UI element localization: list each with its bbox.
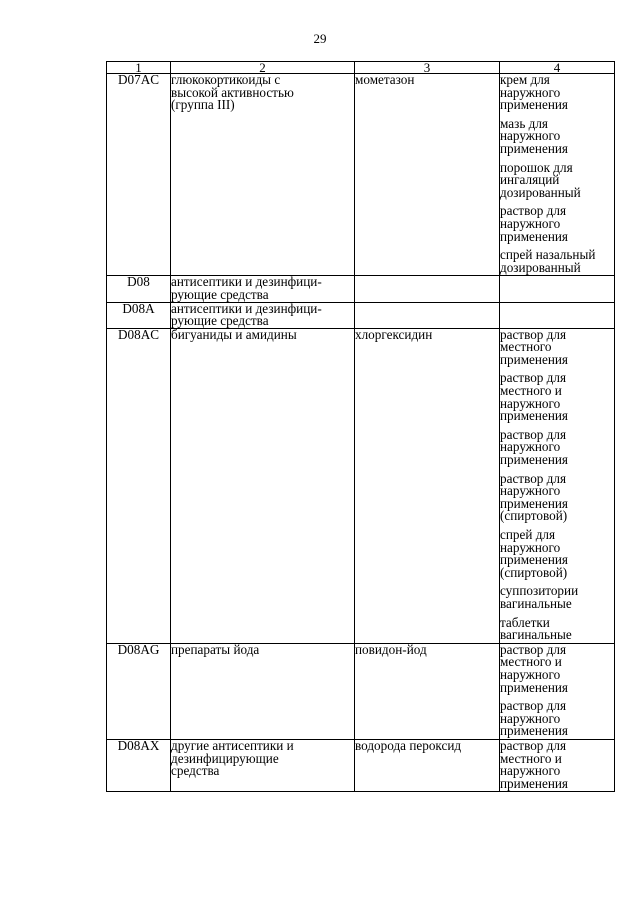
dosage-form-line: наружного (500, 539, 561, 555)
dosage-forms-cell (500, 276, 615, 302)
dosage-form (500, 529, 614, 585)
dosage-form-line: (спиртовой) (500, 508, 568, 524)
dosage-form-line: местного и (500, 654, 562, 670)
dosage-form-line: местного и (500, 750, 562, 766)
atc-code-cell: D07AC (107, 74, 171, 276)
dosage-form-line: суппозитории (500, 583, 579, 599)
drug-name-cell (355, 276, 500, 302)
drug-table (106, 61, 615, 792)
dosage-form (500, 641, 614, 700)
dosage-forms-cell (500, 328, 615, 643)
dosage-form-line: дозированный (500, 259, 581, 275)
group-name-cell (171, 328, 355, 643)
dosage-form-line: наружного (500, 215, 561, 231)
table-row (107, 328, 615, 643)
dosage-form-line: применения (500, 140, 568, 156)
group-name-line: средства (171, 763, 220, 779)
dosage-forms-cell (500, 643, 615, 739)
dosage-form-line: применения (500, 97, 568, 113)
table-body (107, 74, 615, 792)
dosage-form-line: применения (500, 552, 568, 568)
dosage-form (500, 159, 614, 206)
dosage-form-line: наружного (500, 710, 561, 726)
drug-name-cell: мометазон (355, 74, 500, 276)
group-name-line: (группа III) (171, 97, 235, 113)
table-row (107, 302, 615, 328)
group-name-line: другие антисептики и (171, 737, 294, 753)
group-name-cell (171, 739, 355, 791)
dosage-form-line: наружного (500, 439, 561, 455)
table-row (107, 643, 615, 739)
atc-code-cell: D08A (107, 302, 171, 328)
dosage-form-line: раствор для (500, 641, 567, 657)
dosage-form-line: спрей для (500, 527, 556, 542)
dosage-forms-cell (500, 302, 615, 328)
dosage-form (500, 249, 614, 275)
dosage-form-line: наружного (500, 395, 561, 411)
dosage-form (500, 614, 614, 643)
dosage-forms-cell (500, 74, 615, 276)
dosage-form-line: применения (500, 495, 568, 511)
dosage-form-line: крем для (500, 72, 550, 87)
dosage-form (500, 470, 614, 529)
dosage-form-line: применения (500, 723, 568, 739)
atc-code-cell: D08AX (107, 739, 171, 791)
column-header-2: 2 (171, 62, 355, 74)
group-name-line: высокой активностью (171, 84, 294, 100)
dosage-form-line: применения (500, 351, 568, 367)
group-name-line: дезинфицирующие (171, 750, 279, 766)
drug-name-cell: водорода пероксид (355, 739, 500, 791)
atc-code-cell: D08AG (107, 643, 171, 739)
dosage-form (500, 700, 614, 739)
atc-code-cell: D08 (107, 276, 171, 302)
column-header-4: 4 (500, 62, 615, 74)
group-name-line: глюкокортикоиды с (171, 72, 281, 87)
dosage-form-line: наружного (500, 483, 561, 499)
dosage-form-line: местного и (500, 383, 562, 399)
dosage-form-line: местного (500, 339, 552, 355)
dosage-form-line: дозированный (500, 184, 581, 200)
dosage-form-line: раствор для (500, 698, 567, 714)
group-name-line: препараты йода (171, 641, 260, 657)
dosage-form (500, 115, 614, 162)
dosage-form-line: применения (500, 452, 568, 468)
dosage-form-line: вагинальные (500, 627, 572, 643)
group-name-cell (171, 74, 355, 276)
dosage-form (500, 372, 614, 428)
table-row (107, 276, 615, 302)
dosage-form-line: наружного (500, 128, 561, 144)
dosage-form-line: наружного (500, 666, 561, 682)
dosage-form-line: порошок для (500, 159, 573, 175)
dosage-form-line: наружного (500, 763, 561, 779)
dosage-form (500, 737, 614, 791)
group-name-line: бигуаниды и амидины (171, 326, 297, 342)
group-name-line: антисептики и дезинфици- (171, 300, 322, 316)
dosage-form-line: раствор для (500, 426, 567, 442)
dosage-form-line: вагинальные (500, 595, 572, 611)
group-name-cell (171, 302, 355, 328)
drug-name-cell (355, 302, 500, 328)
group-name-cell (171, 276, 355, 302)
dosage-form-line: применения (500, 679, 568, 695)
table-row (107, 74, 615, 276)
dosage-forms-cell (500, 739, 615, 791)
dosage-form (500, 74, 614, 118)
group-name-line: рующие средства (171, 313, 269, 329)
group-name-line: рующие средства (171, 286, 269, 302)
group-name-line: антисептики и дезинфици- (171, 274, 322, 290)
dosage-form-line: таблетки (500, 614, 550, 630)
dosage-form (500, 205, 614, 249)
dosage-form (500, 326, 614, 373)
column-header-3: 3 (355, 62, 500, 74)
dosage-form-line: применения (500, 408, 568, 424)
dosage-form-line: раствор для (500, 737, 567, 753)
dosage-form-line: наружного (500, 84, 561, 100)
dosage-form-line: (спиртовой) (500, 564, 568, 580)
atc-code-cell: D08AC (107, 328, 171, 643)
dosage-form-line: ингаляций (500, 172, 560, 188)
dosage-form-line: раствор для (500, 203, 567, 219)
drug-name-cell: повидон-йод (355, 643, 500, 739)
dosage-form-line: раствор для (500, 326, 567, 342)
dosage-form-line: мазь для (500, 115, 548, 131)
dosage-form-line: спрей назальный (500, 247, 596, 263)
dosage-form (500, 585, 614, 616)
page-number: 29 (313, 31, 327, 46)
dosage-form-line: применения (500, 228, 568, 244)
table-row (107, 739, 615, 791)
dosage-form-line: раствор для (500, 370, 567, 386)
dosage-form (500, 426, 614, 473)
drug-name-cell: хлоргексидин (355, 328, 500, 643)
dosage-form-line: раствор для (500, 470, 567, 486)
dosage-form-line: применения (500, 775, 568, 791)
group-name-cell (171, 643, 355, 739)
column-header-1: 1 (107, 62, 171, 74)
